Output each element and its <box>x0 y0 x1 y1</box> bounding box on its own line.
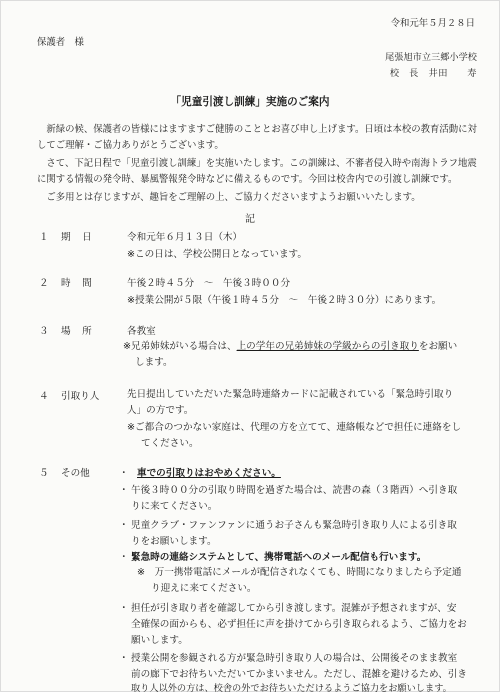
bullet-4-text: 緊急時の連絡システムとして、携帯電話へのメール配信も行います。 <box>131 552 427 563</box>
item-1-label: 期 日 <box>61 232 93 243</box>
item-2-label: 時 間 <box>61 278 93 289</box>
item-4-label: 引取り人 <box>61 391 100 402</box>
item-2-value: 午後２時４５分 ～ 午後３時００分 <box>127 278 291 289</box>
bullet-3-line-2: りをお願いします。 <box>131 536 217 547</box>
principal-name: 校 長 井田 寿 <box>389 68 477 79</box>
bullet-6-line-2: 前の廊下でお待ちいただいてかまいません。ただし、混雑を避けるため、引き <box>131 669 467 680</box>
item-1-value: 令和元年６月１３日（木） <box>127 232 243 243</box>
item-3-label: 場 所 <box>61 326 93 337</box>
intro-paragraph-3: ご多用とは存じますが、趣旨をご理解の上、ご協力くださいますようお願いいたします。 <box>46 192 421 203</box>
bullet-1-text: 車での引取りはおやめください。 <box>137 468 281 479</box>
bullet-5-line-3: 願いします。 <box>131 635 188 646</box>
bullet-2-line-1: 午後３時００分の引取り時間を過ぎた場合は、読書の森（３階西）へ引き取 <box>131 485 458 496</box>
bullet-3-line-1: 児童クラブ・ファンファンに通うお子さんも緊急時引き取り人による引き取 <box>131 520 457 531</box>
item-3-note <box>123 340 457 353</box>
item-4-value-1: 先日提出していただいた緊急時連絡カードに記載されている「緊急時引取り <box>127 389 454 400</box>
bullet-6-line-3: 取り人以外の方は、校舎の外でお待ちいただけるようご協力をお願いします。 <box>131 683 452 694</box>
addressee: 保護者 様 <box>37 37 84 48</box>
bullet-mark-3: ・ <box>119 520 129 531</box>
bullet-mark-1: ・ <box>119 468 129 479</box>
bullet-mark-4: ・ <box>119 552 129 563</box>
item-5-number: ５ <box>39 468 49 479</box>
item-2-note: ※授業公開が５限（午後１時４５分 ～ 午後２時３０分）にあります。 <box>127 295 442 306</box>
bullet-4-sub-line-2: り迎えに来てください。 <box>151 583 257 594</box>
item-4-note-1: ※ご都合のつかない家庭は、代理の方を立てて、連絡帳などで担任に連絡をし <box>127 422 462 433</box>
item-4-value-2: 人」の方です。 <box>127 405 194 416</box>
bullet-5-line-2: 全確保の面からも、必ず担任に声を掛けてから引き取られるよう、ご協力をお <box>131 619 467 630</box>
ki-heading: 記 <box>245 214 255 225</box>
document-title: 「児童引渡し訓練」実施のご案内 <box>170 96 330 108</box>
item-3-note-cont: します。 <box>135 357 173 368</box>
item-3-note-end: をお願い <box>418 341 458 352</box>
bullet-5-line-1: 担任が引き取り者を確認してから引き渡します。混雑が予想されますが、安 <box>131 603 457 614</box>
intro-paragraph-1: 新緑の候、保護者の皆様にはますますご健勝のこととお喜び申し上げます。日頃は本校の教育活動に対してご理解・ご協力ありがとうございます。 <box>37 124 477 152</box>
bullet-6-line-1: 授業公開を参観される方が緊急時引き取り人の場合は、公開後そのまま教室 <box>131 653 458 664</box>
item-4-number: ４ <box>39 391 49 402</box>
bullet-mark-2: ・ <box>119 485 129 496</box>
school-name: 尾張旭市立三郷小学校 <box>385 52 477 63</box>
issue-date: 令和元年５月２８日 <box>390 18 475 29</box>
bullet-4-sub-line-1: ※ 万一携帯電話にメールが配信されなくても、時間になりましたら予定通 <box>137 567 462 578</box>
intro-paragraph-2: さて、下記日程で「児童引渡し訓練」を実施いたします。この訓練は、不審者侵入時や南海トラフ地震に関する情報の発令時、暴風警報発令時などに備えるものです。今回は校舎内での引渡し訓練です。 <box>37 158 477 186</box>
item-3-note-underlined: 上の学年の兄弟姉妹の学級からの引き取り <box>236 341 419 352</box>
item-4-note-2: てください。 <box>141 438 199 449</box>
item-1-number: １ <box>39 232 49 243</box>
item-3-note-start: ※兄弟姉妹がいる場合は、 <box>123 341 237 352</box>
item-5-label: その他 <box>61 468 90 479</box>
item-3-number: ３ <box>39 326 49 337</box>
bullet-mark-6: ・ <box>119 653 129 664</box>
item-3-value: 各教室 <box>127 326 156 337</box>
bullet-mark-5: ・ <box>119 603 129 614</box>
item-2-number: ２ <box>39 278 49 289</box>
item-1-note: ※この日は、学校公開日となっています。 <box>127 249 307 260</box>
bullet-2-line-2: りに来てください。 <box>131 501 218 512</box>
